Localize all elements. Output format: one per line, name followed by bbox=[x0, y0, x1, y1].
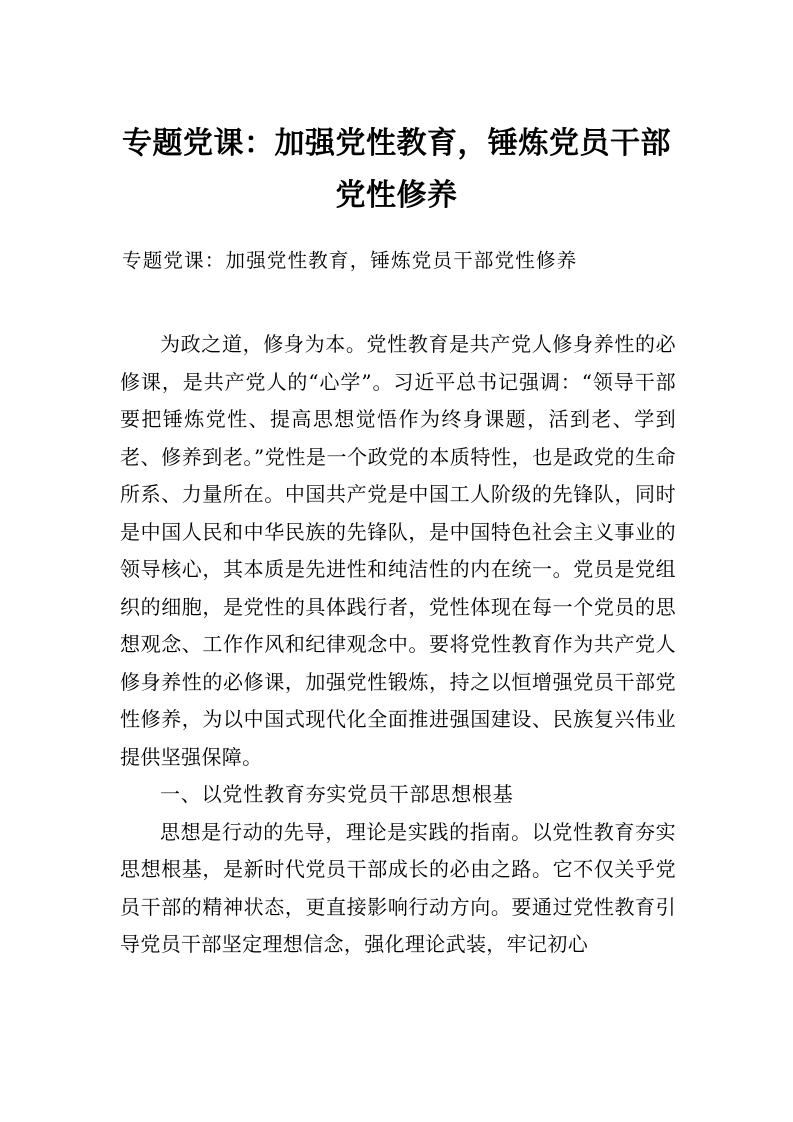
document-subtitle: 专题党课：加强党性教育，锤炼党员干部党性修养 bbox=[122, 249, 578, 272]
document-title: 专题党课：加强党性教育，锤炼党员干部党性修养 bbox=[122, 126, 671, 213]
section-1-paragraph: 思想是行动的先导，理论是实践的指南。以党性教育夯实思想根基，是新时代党员干部成长的必由之路。它不仅关乎党员干部的精神状态，更直接影响行动方向。要通过党性教育引导党员干部坚定理想信念，强化理论武装，牢记初心 bbox=[120, 819, 676, 956]
document-body bbox=[120, 326, 676, 964]
section-heading-1: 一、以党性教育夯实党员干部思想根基 bbox=[160, 782, 514, 806]
intro-paragraph: 为政之道，修身为本。党性教育是共产党人修身养性的必修课，是共产党人的“心学”。习近平总书记强调：“领导干部要把锤炼党性、提高思想觉悟作为终身课题，活到老、学到老、修养到老。”党性是一个政党的本质特性，也是政党的生命所系、力量所在。中国共产党是中国工人阶级的先锋队，同时是中国人民和中华民族的先锋队，是中国特色社会主义事业的领导核心，其本质是先进性和纯洁性的内在统一。党员是党组织的细胞，是党性的具体践行者，党性体现在每一个党员的思想观念、工作作风和纪律观念中。要将党性教育作为共产党人修身养性的必修课，加强党性锻炼，持之以恒增强党员干部党性修养，为以中国式现代化全面推进强国建设、民族复兴伟业提供坚强保障。 bbox=[120, 332, 676, 769]
